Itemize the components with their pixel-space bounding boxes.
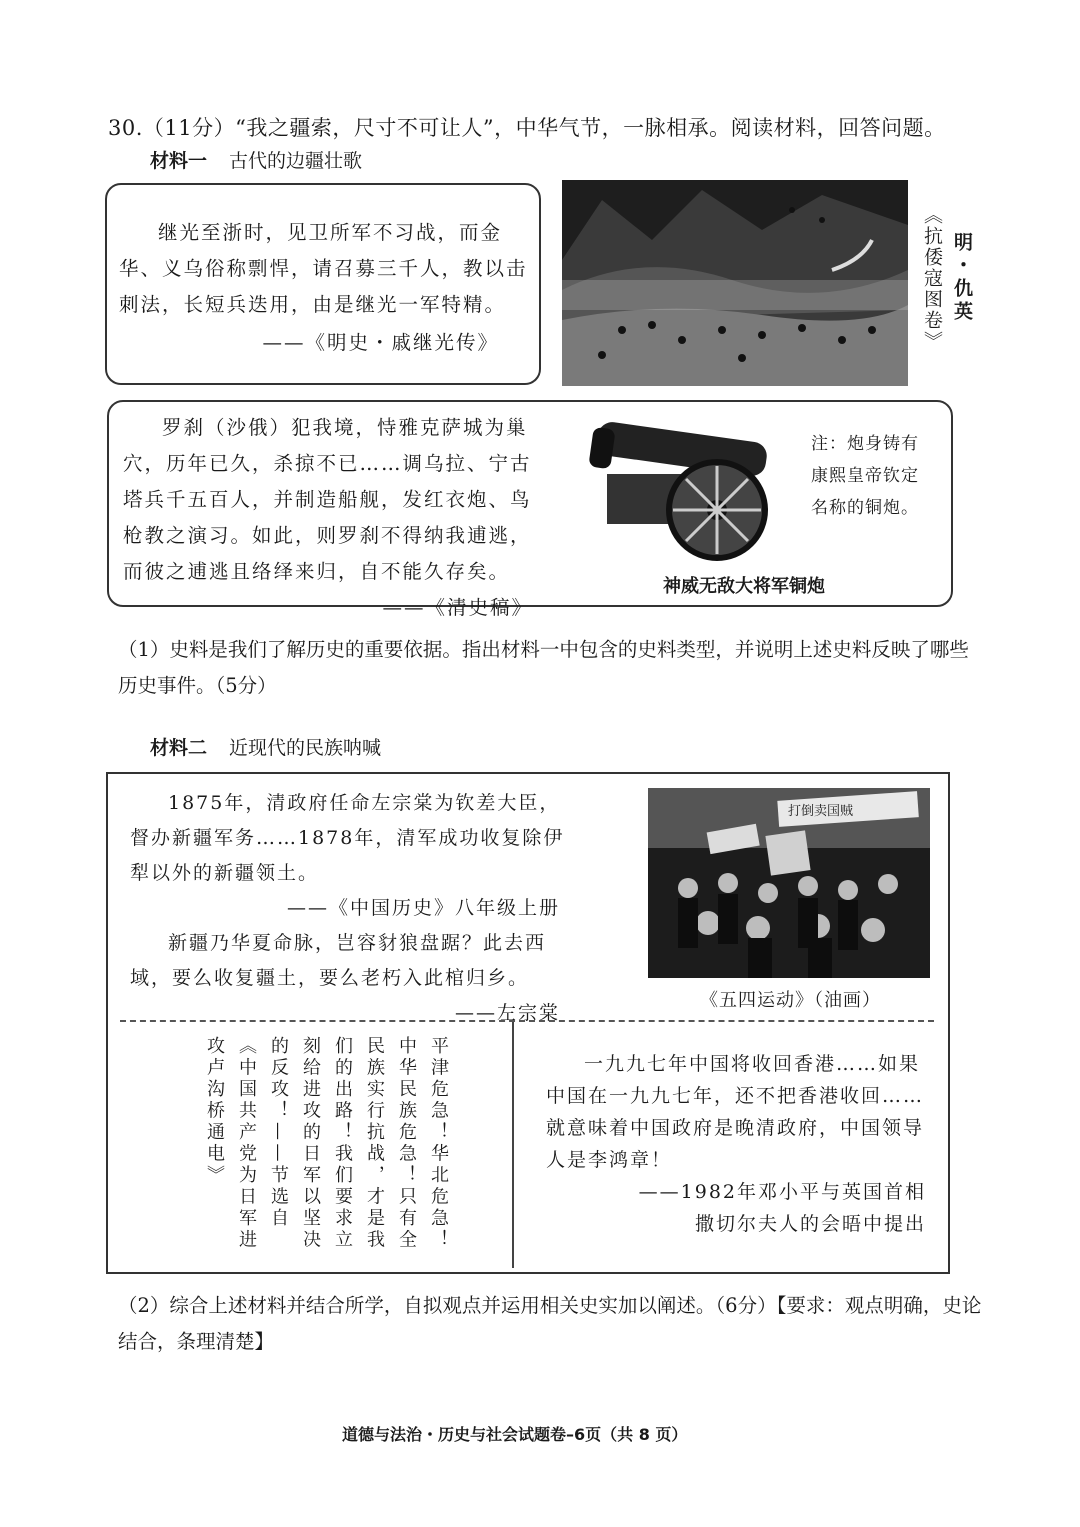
- material1-text-box-2: [107, 400, 953, 619]
- deng-source-line-1: ——1982年邓小平与英国首相: [638, 1181, 926, 1203]
- ming-history-source: ——《明史・戚继光传》: [262, 331, 499, 354]
- vertical-divider: [512, 1022, 514, 1268]
- material1-heading: [150, 146, 362, 173]
- material2-title: 近现代的民族呐喊: [229, 737, 382, 759]
- ming-history-excerpt: 继光至浙时，见卫所军不习战，而金华、义乌俗称剽悍，请召募三千人，教以击刺法，长短兵迭用，由是继光一军特精。: [119, 221, 528, 316]
- cannon-note: 注：炮身铸有康熙皇帝钦定名称的铜炮。: [811, 434, 919, 518]
- sub-question-2: （2）综合上述材料并结合所学，自拟观点并运用相关史实加以阐述。（6分）【要求：观点明确，史论结合，条理清楚】: [118, 1294, 982, 1353]
- painting-caption-title: 《抗倭寇图卷》: [921, 205, 943, 352]
- material2-heading: [150, 733, 381, 760]
- material1-text-box-1: [105, 183, 541, 385]
- zuo-zongtang-source: ——左宗棠: [454, 1002, 560, 1024]
- cannon-image: [587, 414, 787, 564]
- qing-history-excerpt: 罗刹（沙俄）犯我境，恃雅克萨城为巢穴，历年已久，杀掠不已……调乌拉、宁古塔兵千五百人，并制造船舰，发红衣炮、鸟枪教之演习。如此，则罗刹不得纳我逋逃，而彼之逋逃且络绎来归，自不能久存矣。: [123, 416, 532, 583]
- material2-box: [106, 772, 950, 1274]
- question-header: 30.（11分）“我之疆索，尺寸不可让人”，中华气节，一脉相承。阅读材料，回答问题。: [108, 116, 946, 140]
- qing-history-source: ——《清史稿》: [382, 596, 533, 619]
- material1-title: 古代的边疆壮歌: [229, 150, 363, 172]
- page-footer: 道德与法治・历史与社会试题卷–6页（共 8 页）: [342, 1425, 688, 1444]
- horizontal-divider: [120, 1020, 934, 1022]
- zuo-zongtang-quote: 新疆乃华夏命脉，岂容豺狼盘踞？此去西域，要么收复疆土，要么老朽入此棺归乡。: [130, 932, 547, 989]
- anti-pirate-painting-image: [562, 180, 908, 386]
- poster-banner-text: 打倒卖国贼: [788, 804, 854, 819]
- deng-xiaoping-quote: 一九九七年中国将收回香港……如果中国在一九九七年，还不把香港收回……就意味着中国政府是晚清政府，中国领导人是李鸿章！: [546, 1053, 925, 1171]
- cpc-telegram-vertical-text: 平津危急！华北危急！中华民族危急！只有全民族实行抗战，才是我们的出路！我们要求立刻给进攻的日军以坚决的反攻！——节选自《中国共产党为日军进攻卢沟桥通电》: [204, 1036, 449, 1251]
- painting-caption-author: 明・仇英: [951, 232, 973, 324]
- sub-question-1: （1）史料是我们了解历史的重要依据。指出材料一中包含的史料类型，并说明上述史料反映了哪些历史事件。（5分）: [118, 638, 969, 697]
- deng-source-line-2: 撒切尔夫人的会晤中提出: [694, 1213, 926, 1235]
- zuo-zongtang-history: 1875年，清政府任命左宗棠为钦差大臣，督办新疆军务……1878年，清军成功收复除伊犁以外的新疆领土。: [130, 792, 565, 884]
- may-fourth-painting-image: [648, 788, 930, 978]
- may-fourth-caption: 《五四运动》（油画）: [700, 990, 881, 1011]
- material1-label: 材料一: [150, 150, 208, 172]
- material2-label: 材料二: [150, 737, 208, 759]
- textbook-source: ——《中国历史》八年级上册: [286, 897, 560, 919]
- cannon-caption: 神威无敌大将军铜炮: [663, 576, 825, 597]
